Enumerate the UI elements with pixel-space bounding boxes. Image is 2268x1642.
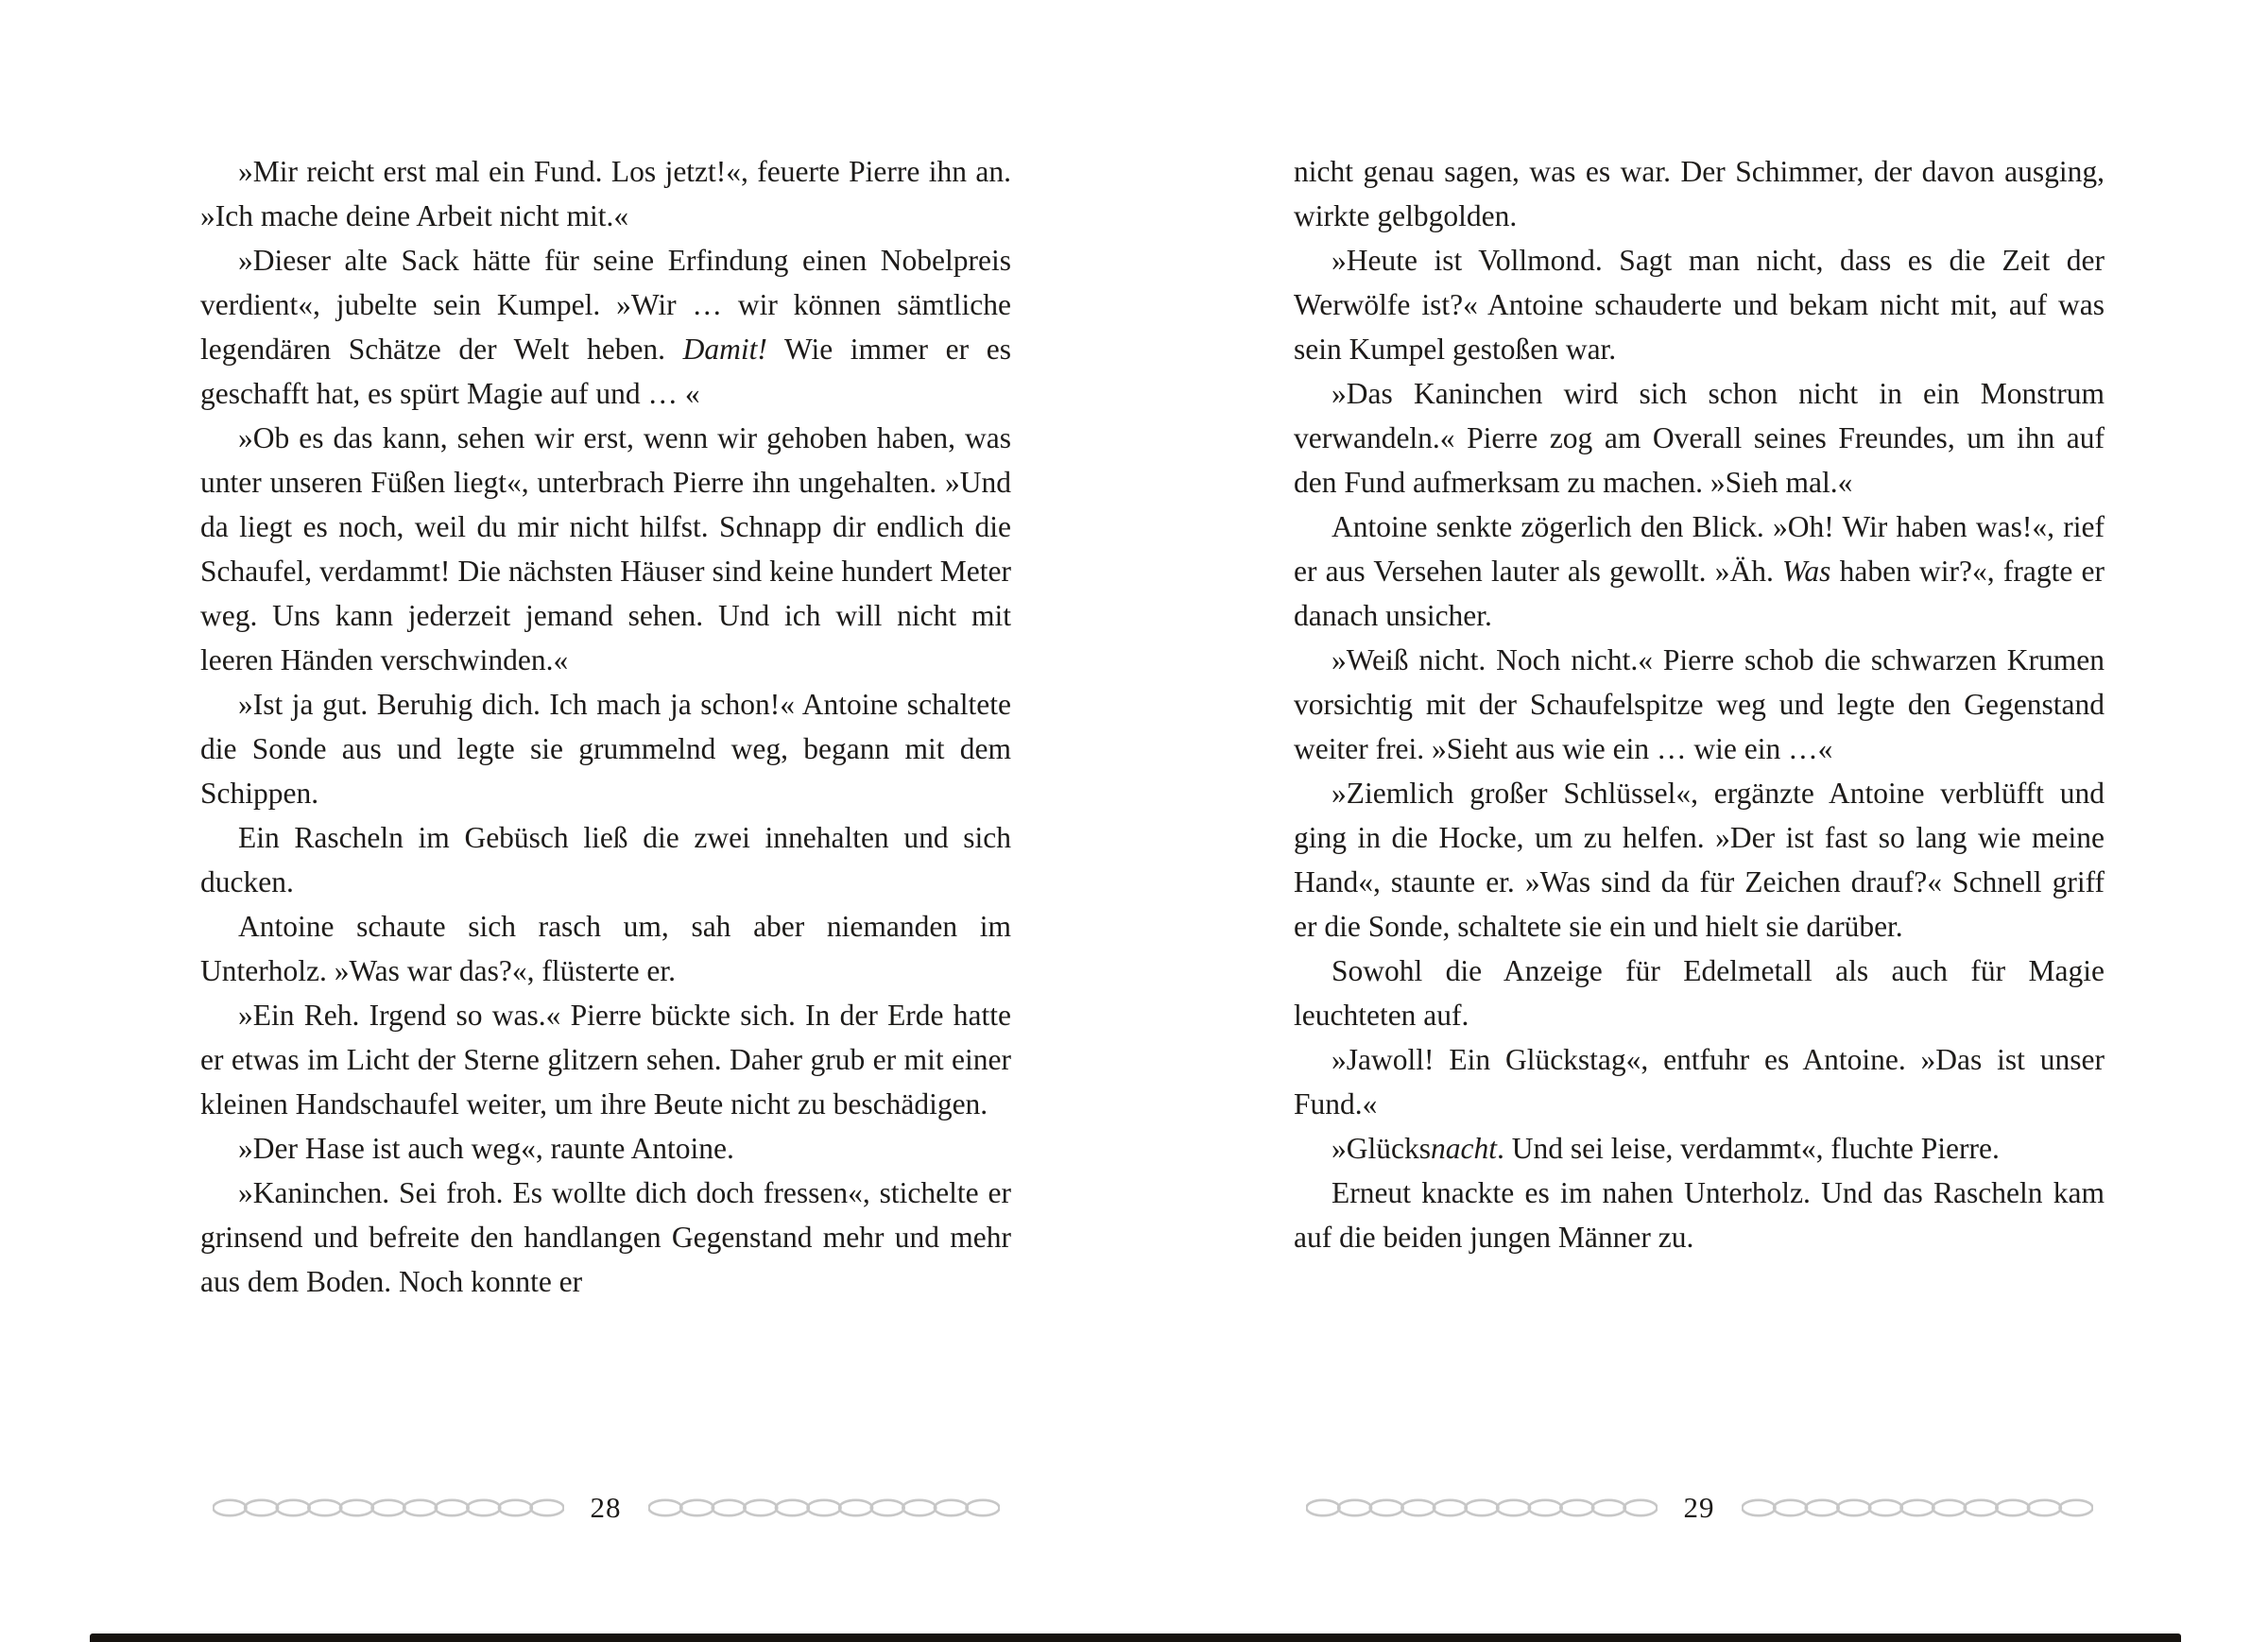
paragraph bbox=[200, 416, 1011, 682]
chain-ornament-icon bbox=[648, 1496, 1000, 1520]
chain-ornament-icon bbox=[1742, 1496, 2093, 1520]
text-run: Sowohl die Anzeige für Edelmetall als auch für Magie leuchteten auf. bbox=[1294, 954, 2105, 1032]
paragraph bbox=[200, 1126, 1011, 1171]
paragraph bbox=[200, 238, 1011, 416]
page-footer-left bbox=[200, 1491, 1011, 1525]
italic-text-run: Damit! bbox=[682, 333, 767, 366]
paragraph bbox=[200, 904, 1011, 993]
text-run: »Ein Reh. Irgend so was.« Pierre bückte sich. In der Erde hatte er etwas im Licht der Sterne glitzern sehen. Daher grub er mit einer kleinen Handschaufel weiter, um ihre Beute nicht zu beschädigen. bbox=[200, 999, 1011, 1120]
paragraph bbox=[1294, 1171, 2105, 1259]
page-left bbox=[200, 149, 1011, 1623]
text-run: Antoine senkte zögerlich den Blick. »Oh! Wir haben was!«, rief er aus Versehen lauter als gewollt. »Äh. bbox=[1294, 510, 2105, 588]
text-run: haben wir?«, fragte er danach unsicher. bbox=[1294, 555, 2105, 632]
chain-ornament-icon bbox=[1306, 1496, 1658, 1520]
text-run: Antoine schaute sich rasch um, sah aber niemanden im Unterholz. »Was war das?«, flüsterte er. bbox=[200, 910, 1011, 987]
text-run: »Glücks bbox=[1332, 1132, 1431, 1165]
text-run: nicht genau sagen, was es war. Der Schimmer, der davon ausging, wirkte gelbgolden. bbox=[1294, 155, 2105, 232]
page-footer-right bbox=[1294, 1491, 2105, 1525]
paragraph bbox=[200, 682, 1011, 815]
paragraph bbox=[200, 815, 1011, 904]
text-column-left bbox=[200, 149, 1011, 1304]
text-run: Erneut knackte es im nahen Unterholz. Und das Rascheln kam auf die beiden jungen Männer zu. bbox=[1294, 1176, 2105, 1254]
text-run: »Dieser alte Sack hätte für seine Erfindung einen Nobelpreis verdient«, jubelte sein Kumpel. »Wir … wir können sämtliche legendären Schätze der Welt heben. bbox=[200, 244, 1011, 366]
paragraph bbox=[1294, 949, 2105, 1037]
text-run: »Ist ja gut. Beruhig dich. Ich mach ja schon!« Antoine schaltete die Sonde aus und legte sie grummelnd weg, begann mit dem Schippen. bbox=[200, 688, 1011, 810]
text-column-right bbox=[1294, 149, 2105, 1259]
paragraph bbox=[200, 1171, 1011, 1304]
paragraph bbox=[200, 149, 1011, 238]
text-run: »Der Hase ist auch weg«, raunte Antoine. bbox=[238, 1132, 734, 1165]
text-run: . Und sei leise, verdammt«, fluchte Pierre. bbox=[1496, 1132, 2000, 1165]
page-number: 28 bbox=[590, 1491, 622, 1524]
paragraph bbox=[1294, 505, 2105, 638]
paragraph bbox=[1294, 1126, 2105, 1171]
paragraph bbox=[1294, 371, 2105, 505]
page-number: 29 bbox=[1683, 1491, 1715, 1524]
paragraph bbox=[1294, 1037, 2105, 1126]
paragraph bbox=[1294, 149, 2105, 238]
text-run: »Weiß nicht. Noch nicht.« Pierre schob die schwarzen Krumen vorsichtig mit der Schaufelspitze weg und legte den Gegenstand weiter frei. »Sieht aus wie ein … wie ein …« bbox=[1294, 643, 2105, 765]
italic-text-run: nacht bbox=[1431, 1132, 1497, 1165]
paragraph bbox=[200, 993, 1011, 1126]
paragraph bbox=[1294, 638, 2105, 771]
text-run: »Heute ist Vollmond. Sagt man nicht, dass es die Zeit der Werwölfe ist?« Antoine schauderte und bekam nicht mit, auf was sein Kumpel gestoßen war. bbox=[1294, 244, 2105, 366]
text-run: »Jawoll! Ein Glückstag«, entfuhr es Antoine. »Das ist unser Fund.« bbox=[1294, 1043, 2105, 1120]
paragraph bbox=[1294, 771, 2105, 949]
text-run: »Ob es das kann, sehen wir erst, wenn wir gehoben haben, was unter unseren Füßen liegt«, unterbrach Pierre ihn ungehalten. »Und da liegt es noch, weil du mir nicht hilfst. Schnapp dir endlich die Schaufel, verdammt! Die nächsten Häuser sind keine hundert Meter weg. Uns kann jederzeit jemand sehen. Und ich will nicht mit leeren Händen verschwinden.« bbox=[200, 421, 1011, 676]
text-run: »Ziemlich großer Schlüssel«, ergänzte Antoine verblüfft und ging in die Hocke, um zu helfen. »Der ist fast so lang wie meine Hand«, staunte er. »Was sind da für Zeichen drauf?« Schnell griff er die Sonde, schaltete sie ein und hielt sie darüber. bbox=[1294, 777, 2105, 943]
text-run: Wie immer er es geschafft hat, es spürt Magie auf und … « bbox=[200, 333, 1011, 410]
text-run: Ein Rascheln im Gebüsch ließ die zwei innehalten und sich ducken. bbox=[200, 821, 1011, 898]
text-run: »Kaninchen. Sei froh. Es wollte dich doch fressen«, stichelte er grinsend und befreite den handlangen Gegenstand mehr und mehr aus dem Boden. Noch konnte er bbox=[200, 1176, 1011, 1298]
text-run: »Das Kaninchen wird sich schon nicht in ein Monstrum verwandeln.« Pierre zog am Overall seines Freundes, um ihn auf den Fund aufmerksam zu machen. »Sieh mal.« bbox=[1294, 377, 2105, 499]
paragraph bbox=[1294, 238, 2105, 371]
page-right bbox=[1294, 149, 2105, 1623]
italic-text-run: Was bbox=[1782, 555, 1831, 588]
chain-ornament-icon bbox=[213, 1496, 564, 1520]
book-bottom-edge bbox=[90, 1633, 2181, 1642]
text-run: »Mir reicht erst mal ein Fund. Los jetzt!«, feuerte Pierre ihn an. »Ich mache deine Arbeit nicht mit.« bbox=[200, 155, 1011, 232]
